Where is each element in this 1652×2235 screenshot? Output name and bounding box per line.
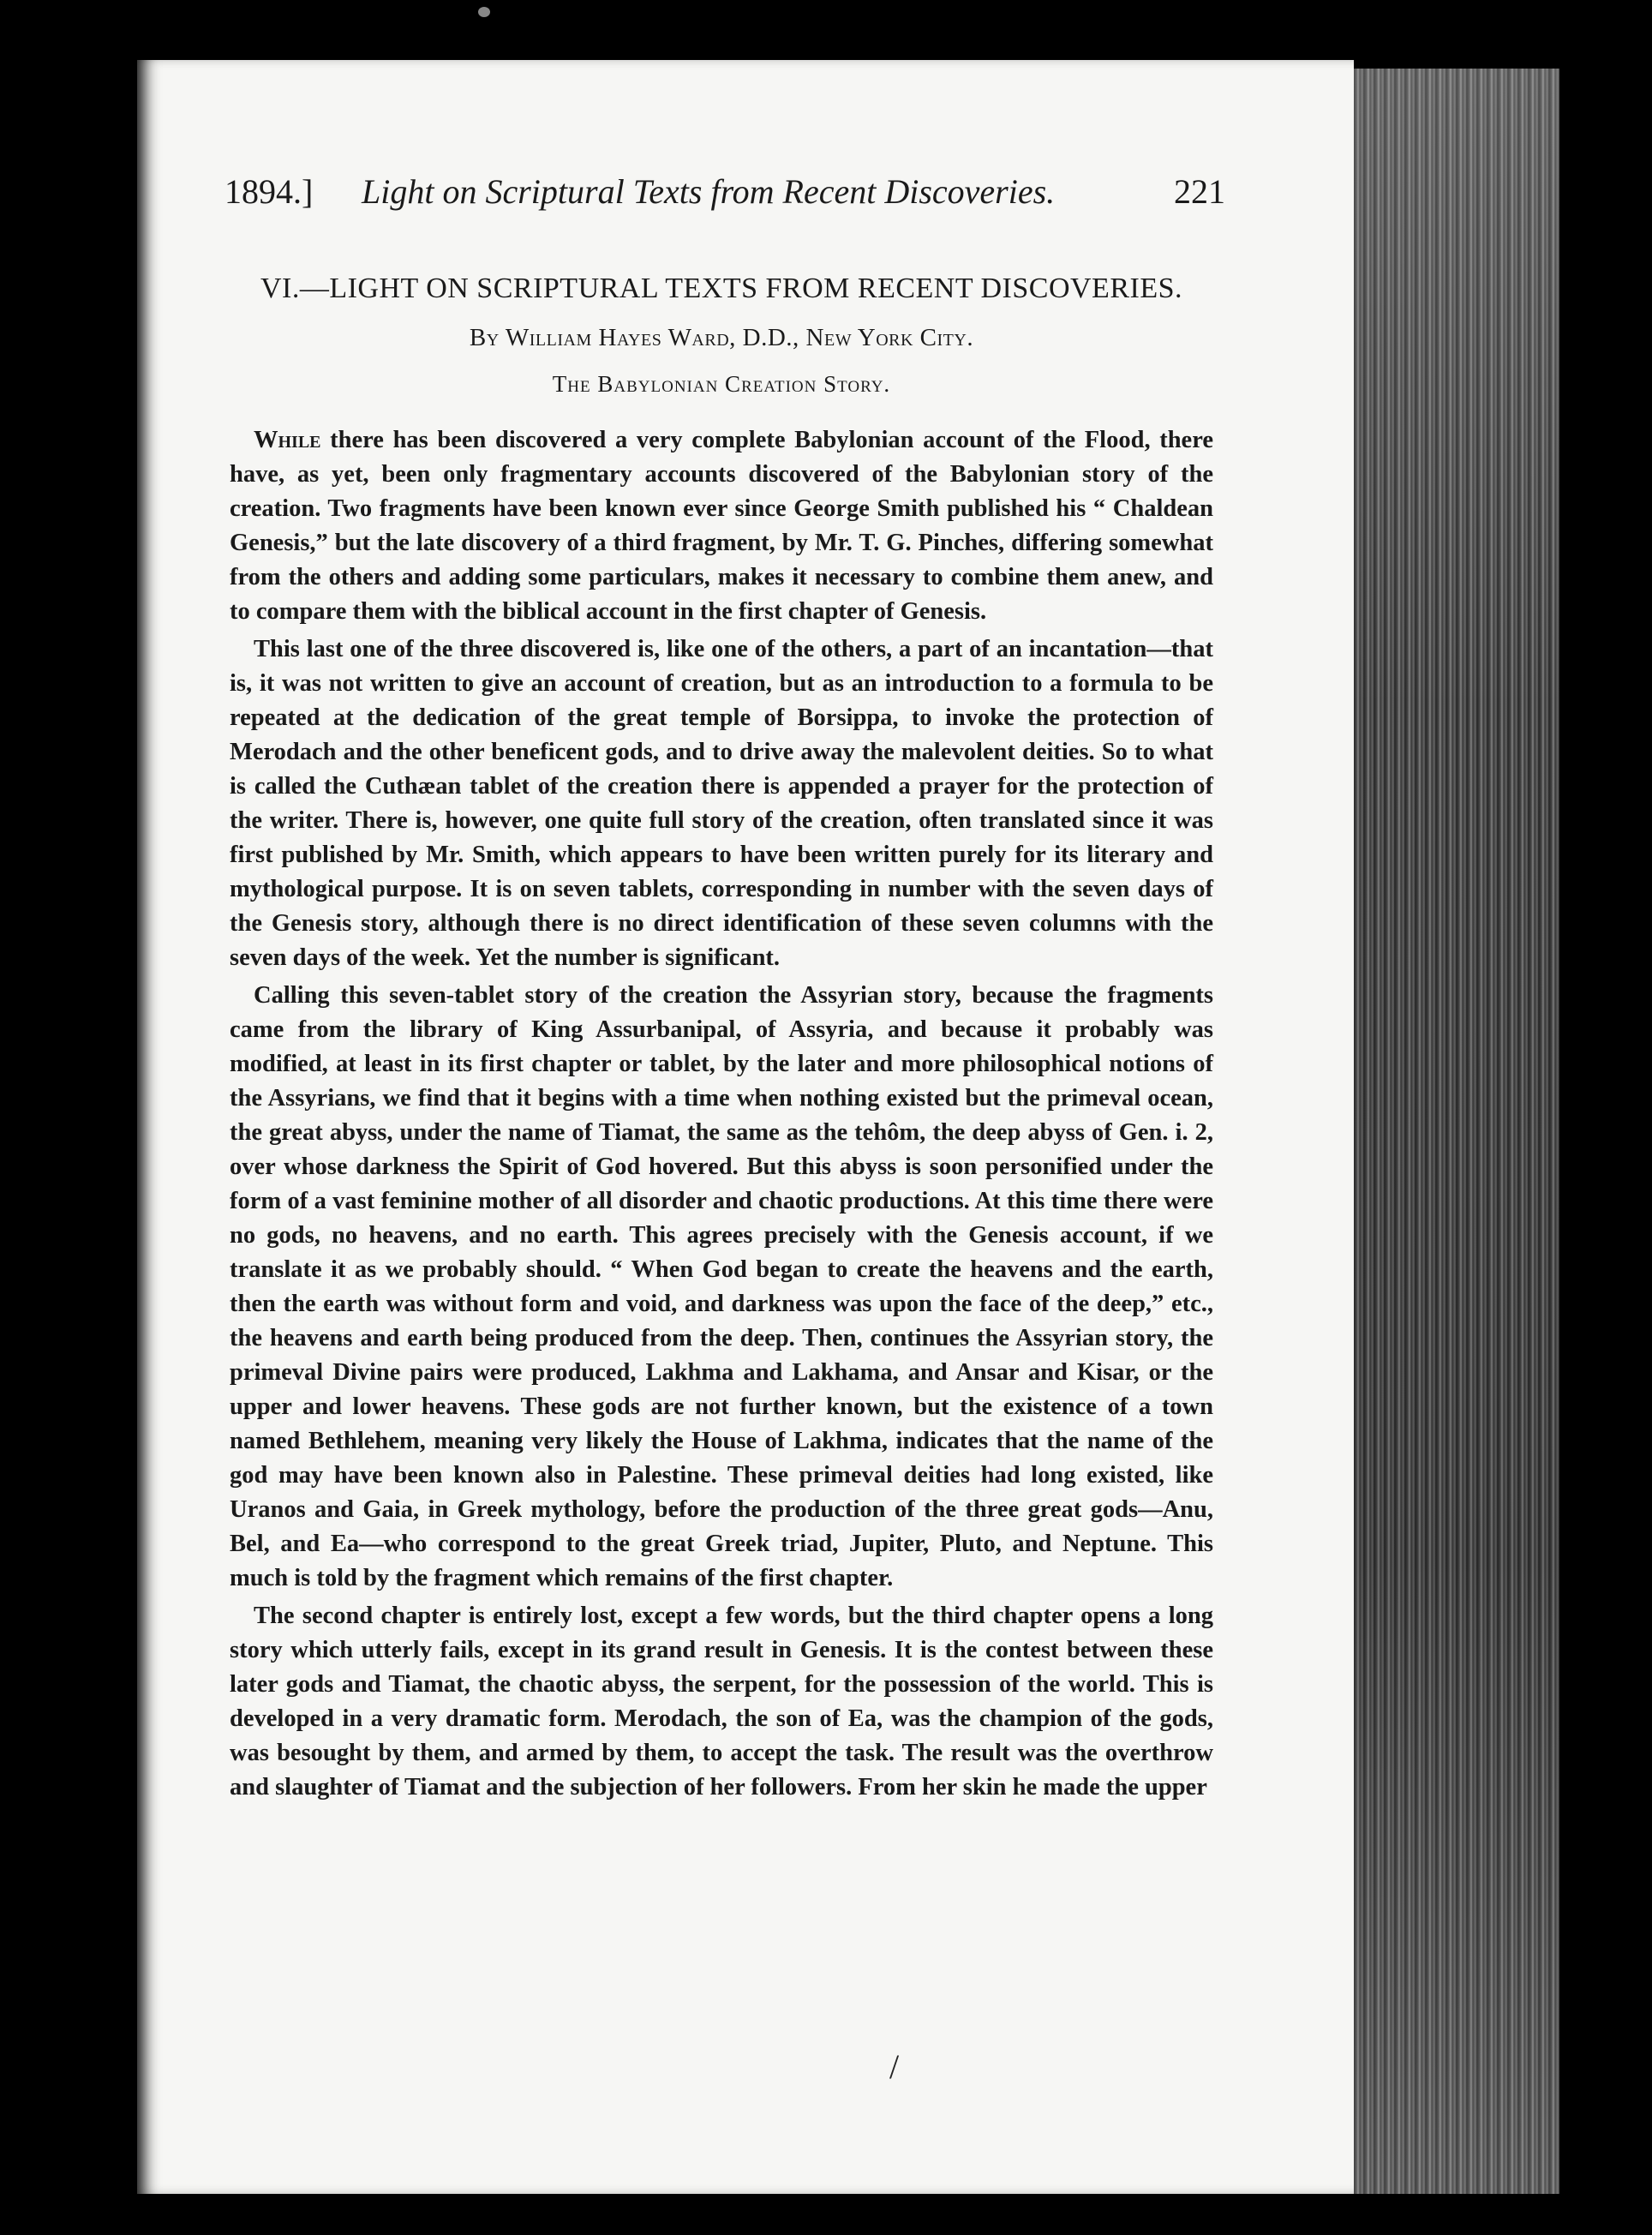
- article-byline: By William Hayes Ward, D.D., New York City.: [469, 324, 974, 351]
- paragraph-1: [230, 423, 1213, 629]
- section-heading: The Babylonian Creation Story.: [552, 371, 891, 397]
- running-head: [224, 171, 1225, 219]
- page-content: [224, 171, 1225, 1805]
- scan-speck: [478, 7, 490, 17]
- paragraph-text: The second chapter is entirely lost, except a few words, but the third chapter opens a long story which utterly fails, except in its grand result in Genesis. It is the contest between these later gods and Tiamat, the chaotic abyss, the serpent, for the possession of the world. This is developed in a very dramatic form. Merodach, the son of Ea, was the champion of the gods, was besought by them, and armed by them, to accept the task. The result was the overthrow and slaughter of Tiamat and the subjection of her followers. From her skin he made the upper: [230, 1603, 1213, 1801]
- running-head-year: 1894.]: [224, 172, 314, 211]
- paragraph-lead-word: While: [254, 427, 321, 453]
- fore-edge-shading: [1354, 69, 1559, 2194]
- paragraph-text: Calling this seven-tablet story of the creation the Assyrian story, because the fragments came from the library of King Assurbanipal, of Assyria, and because it probably was modified, at least in its first chapter or tablet, by the later and more philosophical notions of the Assyrians, we find that it begins with a time when nothing existed but the primeval ocean, the great abyss, under the name of Tiamat, the same as the tehôm, the deep abyss of Gen. i. 2, over whose darkness the Spirit of God hovered. But this abyss is soon personified under the form of a vast feminine mother of all disorder and chaotic productions. At this time there were no gods, no heavens, and no earth. This agrees precisely with the Genesis account, if we translate it as we probably should. “ When God began to create the heavens and the earth, then the earth was without form and void, and darkness was upon the face of the deep,” etc., the heavens and earth being produced from the deep. Then, continues the Assyrian story, the primeval Divine pairs were produced, Lakhma and Lakhama, and Ansar and Kisar, or the upper and lower heavens. These gods are not further known, but the existence of a town named Bethlehem, meaning very likely the House of Lakhma, indicates that the name of the god may have been known also in Palestine. These primeval deities had long existed, like Uranos and Gaia, in Greek mythology, before the production of the three great gods—Anu, Bel, and Ea—who correspond to the great Greek triad, Jupiter, Pluto, and Neptune. This much is told by the fragment which remains of the first chapter.: [230, 982, 1213, 1591]
- paragraph-2: [230, 632, 1213, 975]
- page-number: 221: [1174, 172, 1225, 211]
- paragraph-text: there has been discovered a very complete Babylonian account of the Flood, there have, as yet, been only fragmentary accounts discovered of the Babylonian story of the creation. Two fragments have been known ever since George Smith published his “ Chaldean Genesis,” but the late discovery of a third fragment, by Mr. T. G. Pinches, differing somewhat from the others and adding some particulars, makes it necessary to combine them anew, and to compare them with the biblical account in the first chapter of Genesis.: [230, 427, 1213, 625]
- scan-border-right: [1559, 0, 1652, 2235]
- page-footer-mark: /: [889, 2047, 900, 2086]
- scan-border-left: [0, 0, 141, 2235]
- paragraph-3: [230, 979, 1213, 1596]
- scan-border-bottom: [0, 2194, 1652, 2235]
- article-title: VI.—LIGHT ON SCRIPTURAL TEXTS FROM RECENT DISCOVERIES.: [260, 273, 1183, 304]
- paragraph-4: [230, 1599, 1213, 1805]
- paragraph-text: This last one of the three discovered is, like one of the others, a part of an incantation—that is, it was not written to give an account of creation, but as an introduction to a formula to be repeated at the dedication of the great temple of Borsippa, to invoke the protection of Merodach and the other beneficent gods, and to drive away the malevolent deities. So to what is called the Cuthæan tablet of the creation there is appended a prayer for the protection of the writer. There is, however, one quite full story of the creation, often translated since it was first published by Mr. Smith, which appears to have been written purely for its literary and mythological purpose. It is on seven tablets, corresponding in number with the seven days of the Genesis story, although there is no direct identification of these seven columns with the seven days of the week. Yet the number is significant.: [230, 636, 1213, 971]
- scan-border-top: [0, 0, 1652, 62]
- article-body: [230, 423, 1213, 1805]
- running-head-title: Light on Scriptural Texts from Recent Discoveries.: [362, 172, 1056, 211]
